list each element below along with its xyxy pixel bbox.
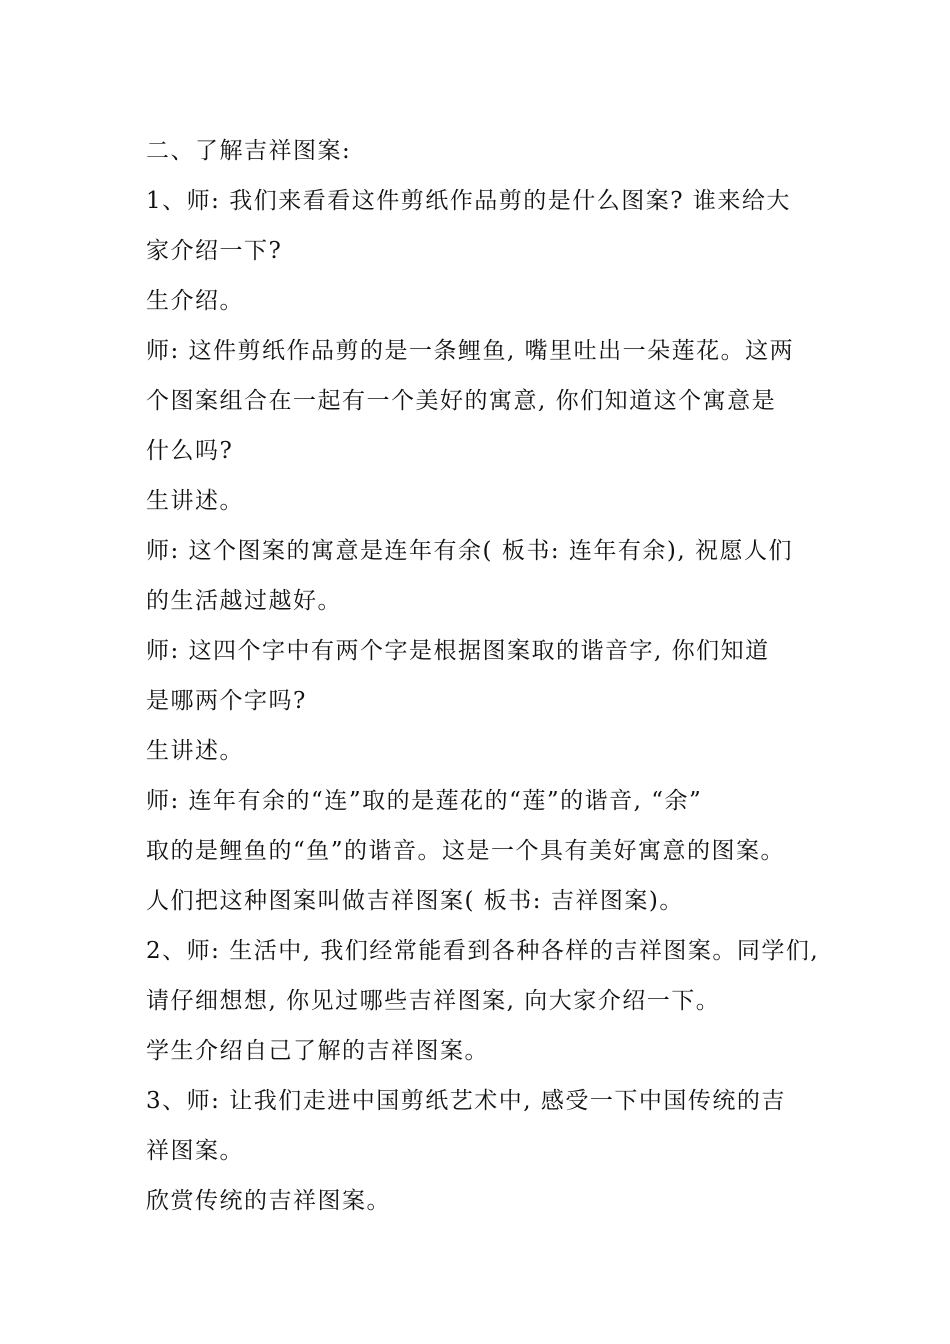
- paragraph-line: 生介绍。: [146, 288, 244, 314]
- lesson-text: [146, 126, 836, 1226]
- paragraph-line: 个图案组合在一起有一个美好的寓意, 你们知道这个寓意是: [146, 388, 777, 414]
- paragraph-line: 师: 连年有余的“连”取的是莲花的“莲”的谐音, “余”: [146, 788, 703, 814]
- paragraph-line: 什么吗?: [146, 438, 234, 464]
- paragraph-line: 生讲述。: [146, 488, 244, 514]
- paragraph-line: 3、师: 让我们走进中国剪纸艺术中, 感受一下中国传统的吉: [146, 1088, 786, 1114]
- paragraph-line: 1、师: 我们来看看这件剪纸作品剪的是什么图案? 谁来给大: [146, 188, 791, 214]
- paragraph-line: 请仔细想想, 你见过哪些吉祥图案, 向大家介绍一下。: [146, 988, 721, 1014]
- paragraph-line: 的生活越过越好。: [146, 588, 342, 614]
- paragraph-line: 师: 这个图案的寓意是连年有余( 板书: 连年有余), 祝愿人们: [146, 538, 793, 564]
- paragraph-line: 祥图案。: [146, 1138, 244, 1164]
- paragraph-line: 生讲述。: [146, 738, 244, 764]
- paragraph-line: 是哪两个字吗?: [146, 688, 307, 714]
- paragraph-line: 师: 这四个字中有两个字是根据图案取的谐音字, 你们知道: [146, 638, 770, 664]
- paragraph-line: 取的是鲤鱼的“鱼”的谐音。这是一个具有美好寓意的图案。: [146, 838, 786, 864]
- paragraph-line: 2、师: 生活中, 我们经常能看到各种各样的吉祥图案。同学们,: [146, 938, 820, 964]
- paragraph-line: 师: 这件剪纸作品剪的是一条鲤鱼, 嘴里吐出一朵莲花。这两: [146, 338, 795, 364]
- paragraph-line: 学生介绍自己了解的吉祥图案。: [146, 1038, 489, 1064]
- paragraph-line: 人们把这种图案叫做吉祥图案( 板书: 吉祥图案)。: [146, 888, 684, 914]
- section-heading: 二、了解吉祥图案:: [146, 138, 352, 164]
- paragraph-line: 欣赏传统的吉祥图案。: [146, 1188, 391, 1214]
- paragraph-line: 家介绍一下?: [146, 238, 283, 264]
